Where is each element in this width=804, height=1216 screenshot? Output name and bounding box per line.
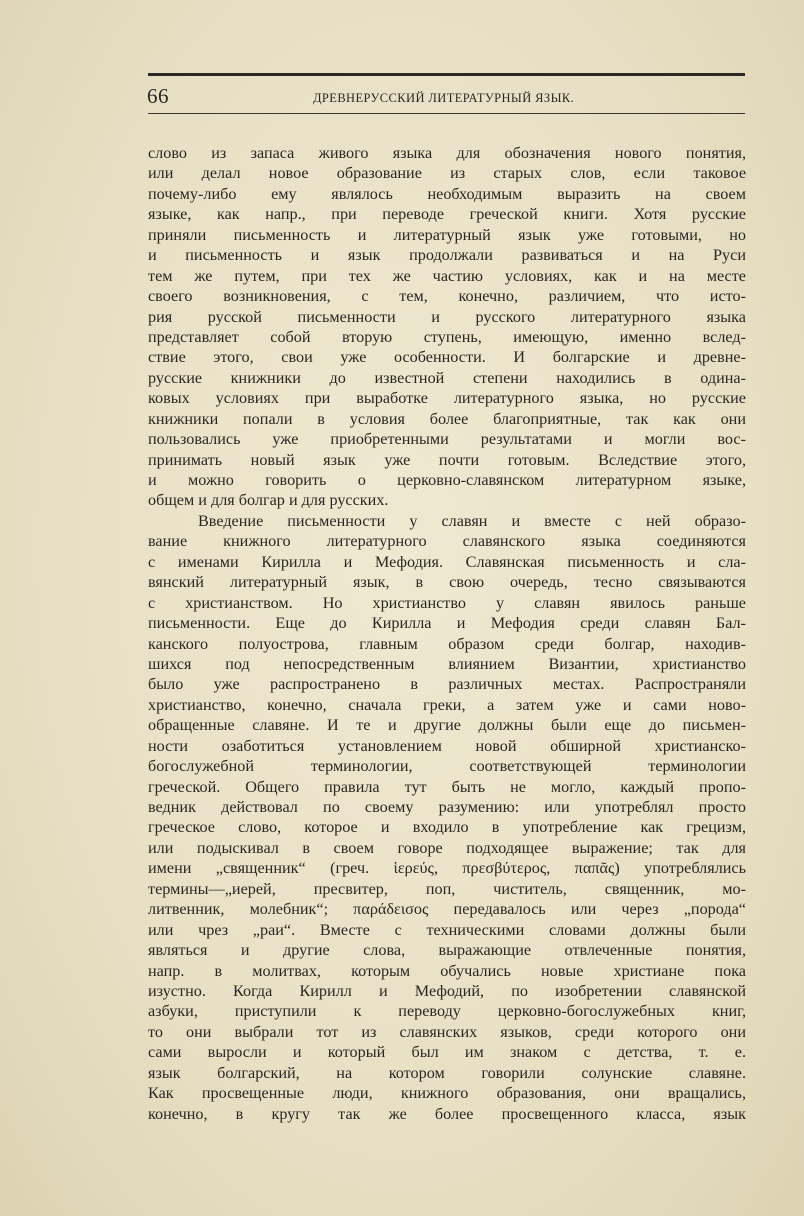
text-line: почему-либо ему являлось необходимым выразить на своем [148, 184, 746, 203]
text-line: являться и другие слова, выражающие отвлеченные понятия, [148, 941, 746, 960]
text-line: шихся под непосредственным влиянием Византии, христианство [148, 654, 746, 673]
text-line: принимать новый язык уже почти готовым. Вследствие этого, [148, 450, 746, 469]
text-line: язык болгарский, на котором говорили солунские славяне. [148, 1063, 746, 1082]
text-line: христианство, конечно, сначала греки, а затем уже и сами ново- [148, 695, 746, 714]
text-line: или чрез „раи“. Вместе с техническими словами должны были [148, 920, 746, 939]
text-line: книжники попали в условия более благоприятные, так как они [148, 409, 746, 428]
text-line: конечно, в кругу так же более просвещенного класса, язык [148, 1104, 746, 1123]
text-line: ковых условиях при выработке литературного языка, но русские [148, 389, 746, 408]
text-line: Введение письменности у славян и вместе с ней образо- [198, 511, 746, 530]
page-number: 66 [147, 84, 169, 108]
text-line: то они выбрали тот из славянских языков, среди которого они [148, 1022, 746, 1041]
text-line: приняли письменность и литературный язык уже готовыми, но [148, 225, 746, 244]
text-line: своего возникновения, с тем, конечно, различием, что исто- [148, 287, 746, 306]
body-text [148, 143, 746, 1124]
text-line: термины—„иерей, пресвитер, поп, чиститель, священник, мо- [148, 879, 746, 898]
text-line: Как просвещенные люди, книжного образования, они вращались, [148, 1084, 746, 1103]
text-line: рия русской письменности и русского литературного языка [148, 307, 746, 326]
text-line: ности озаботиться установлением новой обширной христианско- [148, 736, 746, 755]
text-line: было уже распространено в различных местах. Распространяли [148, 675, 746, 694]
header-top-rule [148, 73, 745, 76]
text-line: русские книжники до известной степени находились в одина- [148, 368, 746, 387]
text-line: богослужебной терминологии, соответствующей терминологии [148, 757, 746, 776]
text-line: вянский литературный язык, в свою очередь, тесно связываются [148, 573, 746, 592]
text-line: канского полуострова, главным образом среди болгар, находив- [148, 634, 746, 653]
text-line: сами выросли и который был им знаком с детства, т. е. [148, 1043, 746, 1062]
text-line: литвенник, молебник“; παράδεισος передавалось или через „порода“ [148, 900, 746, 919]
text-line: тем же путем, при тех же частию условиях, как и на месте [148, 266, 746, 285]
text-line: письменности. Еще до Кирилла и Мефодия среди славян Бал- [148, 614, 746, 633]
text-line: имени „священник“ (греч. ἱερεύς, πρεσβύτερος, παπᾶς) употреблялись [148, 859, 746, 878]
text-line: и можно говорить о церковно-славянском литературном языке, [148, 471, 746, 489]
header-bottom-rule [148, 113, 745, 114]
text-line: греческой. Общего правила тут быть не могло, каждый пропо- [148, 777, 746, 796]
text-line: греческое слово, которое и входило в употребление как грецизм, [148, 818, 746, 837]
text-line: общем и для болгар и для русских. [148, 491, 389, 510]
text-line: пользовались уже приобретенными результатами и могли вос- [148, 430, 746, 449]
text-line: с христианством. Но христианство у славян явилось раньше [148, 593, 746, 612]
text-line: напр. в молитвах, которым обучались новые христиане пока [148, 961, 746, 980]
text-line: изустно. Когда Кирилл и Мефодий, по изобретении славянской [148, 981, 746, 1000]
text-line: обращенные славяне. И те и другие должны были еще до письмен- [148, 716, 746, 735]
text-line: представляет собой вторую ступень, имеющую, именно вслед- [148, 327, 746, 346]
text-line: ствие этого, свои уже особенности. И болгарские и древне- [148, 348, 746, 367]
text-line: слово из запаса живого языка для обозначения нового понятия, [148, 144, 746, 162]
running-title: ДРЕВНЕРУССКИЙ ЛИТЕРАТУРНЫЙ ЯЗЫК. [313, 91, 575, 105]
text-line: и письменность и язык продолжали развиваться и на Руси [148, 246, 746, 265]
text-line: или делал новое образование из старых слов, если таковое [148, 164, 746, 183]
text-line: ведник действовал по своему разумению: или употреблял просто [148, 798, 746, 816]
text-line: с именами Кирилла и Мефодия. Славянская письменность и сла- [148, 552, 746, 571]
text-line: вание книжного литературного славянского языка соединяются [148, 532, 746, 551]
text-line: азбуки, приступили к переводу церковно-богослужебных книг, [148, 1002, 746, 1021]
text-line: или подыскивал в своем говоре подходящее выражение; так для [148, 838, 746, 857]
text-line: языке, как напр., при переводе греческой книги. Хотя русские [148, 205, 746, 224]
